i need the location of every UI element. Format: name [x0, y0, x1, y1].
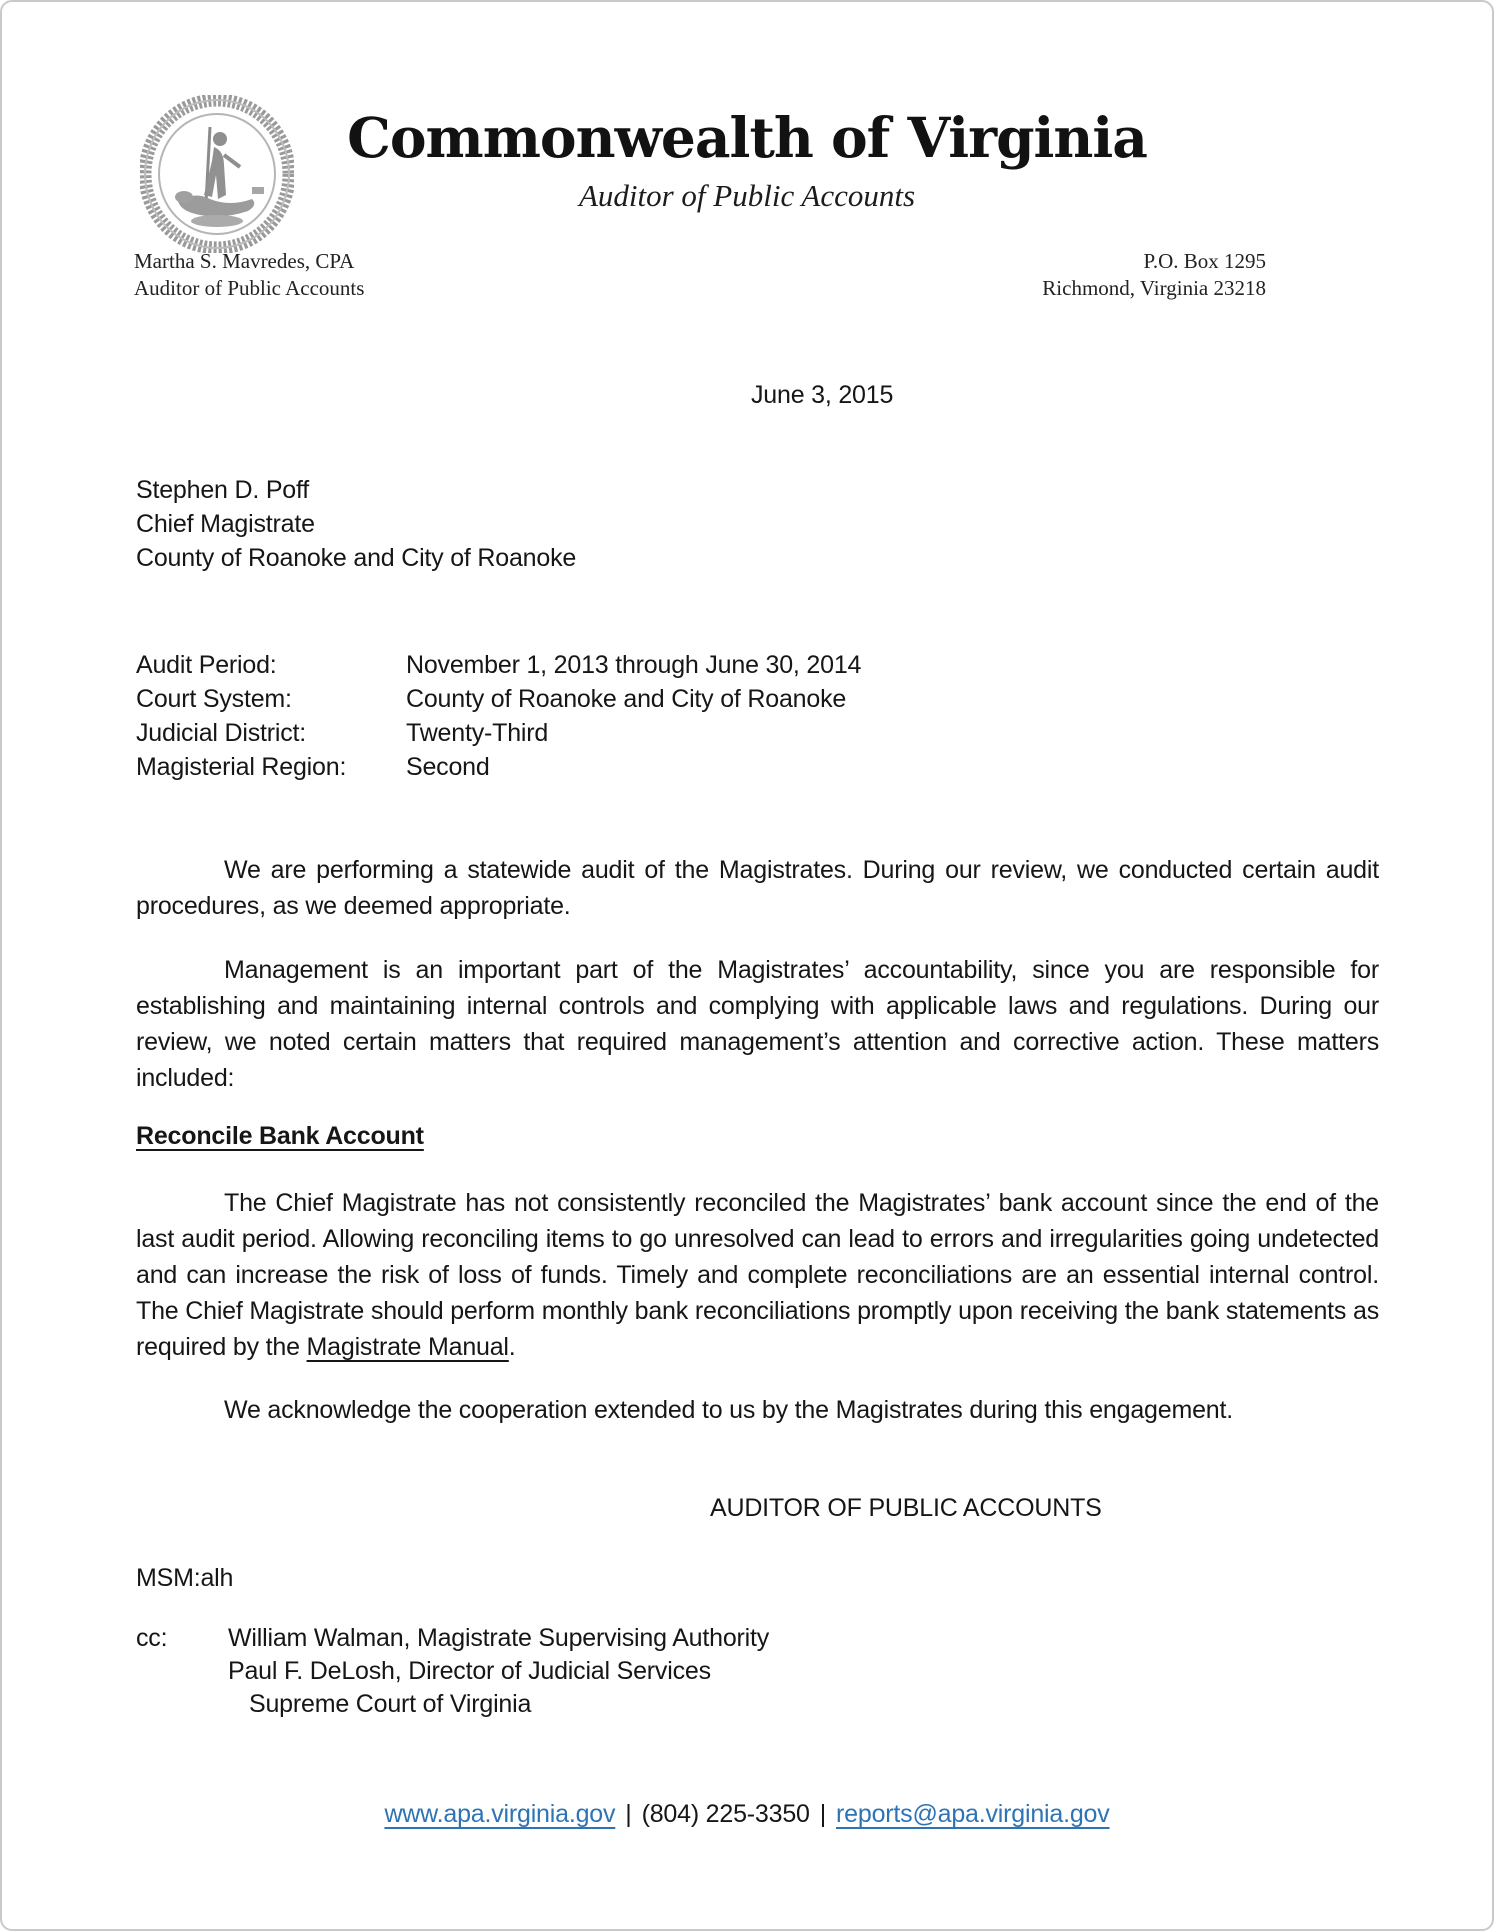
magisterial-region-value: Second — [406, 753, 490, 781]
audit-period-value: November 1, 2013 through June 30, 2014 — [406, 651, 862, 679]
address-city-state-zip: Richmond, Virginia 23218 — [1042, 276, 1266, 300]
paragraph-intro-text: We are performing a statewide audit of the Magistrates. During our review, we conducted certain audit procedures, as we deemed appropriate. — [136, 856, 1379, 920]
signature-block: AUDITOR OF PUBLIC ACCOUNTS — [710, 1494, 1102, 1522]
court-system-label: Court System: — [136, 685, 292, 713]
footer — [2, 1800, 1492, 1829]
cc-name: Paul F. DeLosh, Director of Judicial Services — [228, 1657, 711, 1685]
paragraph-finding-text: The Chief Magistrate has not consistently reconciled the Magistrates’ bank account since the end of the last audit period. Allowing reconciling items to go unresolved can lead to errors and irregularities going undetected and can increase the risk of loss of funds. Timely and complete reconciliations are an essential internal control. The Chief Magistrate should perform monthly bank reconciliations promptly upon receiving the bank statements as required by the — [136, 1189, 1379, 1361]
paragraph-management-text: Management is an important part of the Magistrates’ accountability, since you are responsible for establishing and maintaining internal controls and complying with applicable laws and regulations. During our review, we noted certain matters that required management’s attention and corrective action. These matters included: — [136, 956, 1379, 1092]
cc-names — [228, 1622, 1379, 1721]
paragraph-management — [136, 952, 1379, 1096]
website-link[interactable]: www.apa.virginia.gov — [384, 1800, 616, 1828]
recipient-name: Stephen D. Poff — [136, 476, 310, 504]
magisterial-region-row — [136, 750, 1379, 784]
paragraph-acknowledgement-text: We acknowledge the cooperation extended to us by the Magistrates during this engagement. — [224, 1396, 1233, 1424]
cc-name: Supreme Court of Virginia — [249, 1690, 532, 1718]
judicial-district-value: Twenty-Third — [406, 719, 549, 747]
paragraph-finding-period: . — [508, 1333, 516, 1361]
court-system-row — [136, 682, 1379, 716]
court-system-value: County of Roanoke and City of Roanoke — [406, 685, 847, 713]
judicial-district-label: Judicial District: — [136, 719, 307, 747]
magistrate-manual-reference: Magistrate Manual — [306, 1333, 509, 1361]
cc-label: cc: — [136, 1624, 168, 1652]
letterhead-title: Commonwealth of Virginia — [347, 105, 1147, 170]
recipient-block — [136, 473, 1379, 575]
paragraph-intro — [136, 852, 1379, 924]
address-po-box: P.O. Box 1295 — [1143, 249, 1266, 273]
audit-info-block — [136, 648, 1379, 784]
letterhead — [2, 105, 1492, 213]
paragraph-finding — [136, 1185, 1379, 1365]
reference-initials: MSM:alh — [136, 1564, 234, 1592]
finding-heading: Reconcile Bank Account — [136, 1122, 424, 1150]
finding-heading-block — [136, 1118, 1379, 1154]
official-title: Auditor of Public Accounts — [134, 276, 365, 300]
office-address — [1042, 248, 1266, 302]
recipient-jurisdiction: County of Roanoke and City of Roanoke — [136, 544, 577, 572]
magisterial-region-label: Magisterial Region: — [136, 753, 347, 781]
cc-block — [136, 1622, 1379, 1721]
footer-separator: | — [819, 1800, 827, 1828]
official-name: Martha S. Mavredes, CPA — [134, 249, 355, 273]
audit-period-row — [136, 648, 1379, 682]
cc-name: William Walman, Magistrate Supervising Authority — [228, 1624, 770, 1652]
letter-date: June 3, 2015 — [751, 381, 894, 409]
recipient-title: Chief Magistrate — [136, 510, 315, 538]
audit-period-label: Audit Period: — [136, 651, 277, 679]
official-info — [134, 248, 364, 302]
footer-phone: (804) 225-3350 — [641, 1800, 810, 1828]
letterhead-subtitle: Auditor of Public Accounts — [578, 177, 916, 213]
footer-separator: | — [625, 1800, 632, 1828]
judicial-district-row — [136, 716, 1379, 750]
email-link[interactable]: reports@apa.virginia.gov — [836, 1800, 1110, 1828]
paragraph-acknowledgement — [136, 1392, 1379, 1428]
